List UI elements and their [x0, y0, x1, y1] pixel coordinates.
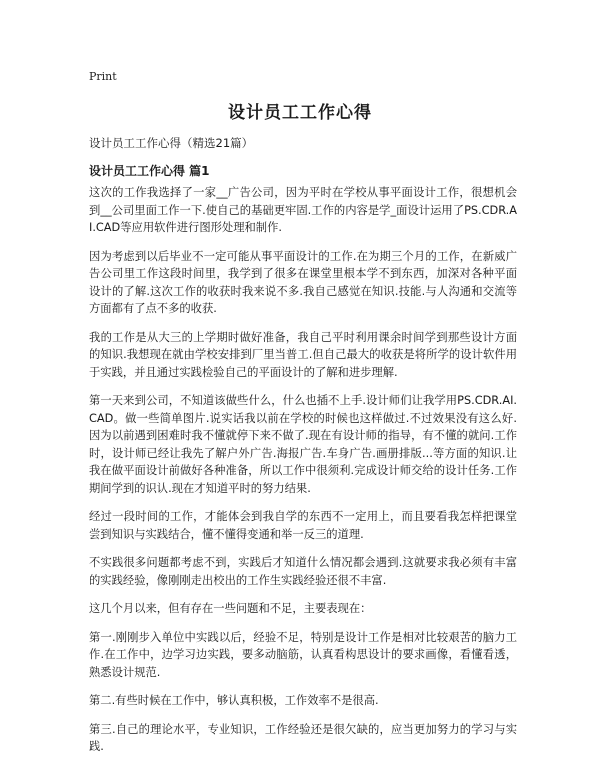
page-title: 设计员工工作心得: [228, 103, 372, 123]
paragraph: 这几个月以来，但有存在一些问题和不足，主要表现在：: [89, 602, 372, 615]
document-subtitle: 设计员工工作心得（精选21篇）: [89, 136, 254, 150]
paragraph: 经过一段时间的工作，才能体会到我自学的东西不一定用上，而且要看我怎样把课堂尝到知识与实践结合，懂不懂得变通和举一反三的道理.: [89, 510, 517, 541]
body-text: [89, 184, 517, 767]
paragraph: 不实践很多问题都考虑不到，实践后才知道什么情况都会遇到.这就要求我必须有丰富的实践经验，像刚刚走出校出的工作生实践经验还很不丰富.: [89, 556, 517, 587]
paragraph: 第一天来到公司，不知道该做些什么，什么也插不上手.设计师们让我学用PS.CDR.AI.CAD。做一些简单图片.说实话我以前在学校的时候也这样做过.不过效果没有这么好.因为以前遇到困难时我不懂就停下来不做了.现在有设计师的指导，有不懂的就问.工作时，设计师已经让我先了解户外广告.海报广告.车身广告.画册排版...等方面的知识.让我在做平面设计前做好各种准备，所以工作中很须利.完成设计师交给的设计任务.工作期间学到的识认.现在才知道平时的努力结果.: [89, 394, 517, 495]
section-heading: 设计员工工作心得 篇1: [89, 164, 210, 178]
paragraph: 第二.有些时候在工作中，够认真积极，工作效率不是很高.: [89, 694, 379, 707]
paragraph: 这次的工作我选择了一家__广告公司，因为平时在学校从事平面设计工作，很想机会到__公司里面工作一下.使自己的基础更牢固.工作的内容是学_面设计运用了PS.CDR.AI.CAD等应用软件进行图形处理和制作.: [89, 186, 517, 234]
paragraph: 因为考虑到以后毕业不一定可能从事平面设计的工作.在为期三个月的工作，在新威广告公司里工作这段时间里，我学到了很多在课堂里根本学不到东西，加深对各种平面设计的了解.这次工作的收获时我来说不多.我自己感觉在知识.技能.与人沟通和交流等方面都有了点不多的收获.: [89, 249, 517, 315]
print-label: Print: [89, 70, 117, 83]
paragraph: 第三.自己的理论水平，专业知识，工作经验还是很欠缺的，应当更加努力的学习与实践.: [89, 722, 517, 753]
paragraph: 第一.刚刚步入单位中实践以后，经验不足，特别是设计工作是相对比较艰苦的脑力工作.在工作中，边学习边实践，要多动脑筋，认真看构思设计的要求画像，看懂看透，熟悉设计规范.: [89, 630, 517, 679]
paragraph: 我的工作是从大三的上学期时做好准备，我自己平时利用课余时间学到那些设计方面的知识.我想现在就由学校安排到厂里当普工.但自己最大的收获是将所学的设计软件用于实践，并且通过实践检验自己的平面设计的了解和进步理解.: [89, 330, 517, 379]
